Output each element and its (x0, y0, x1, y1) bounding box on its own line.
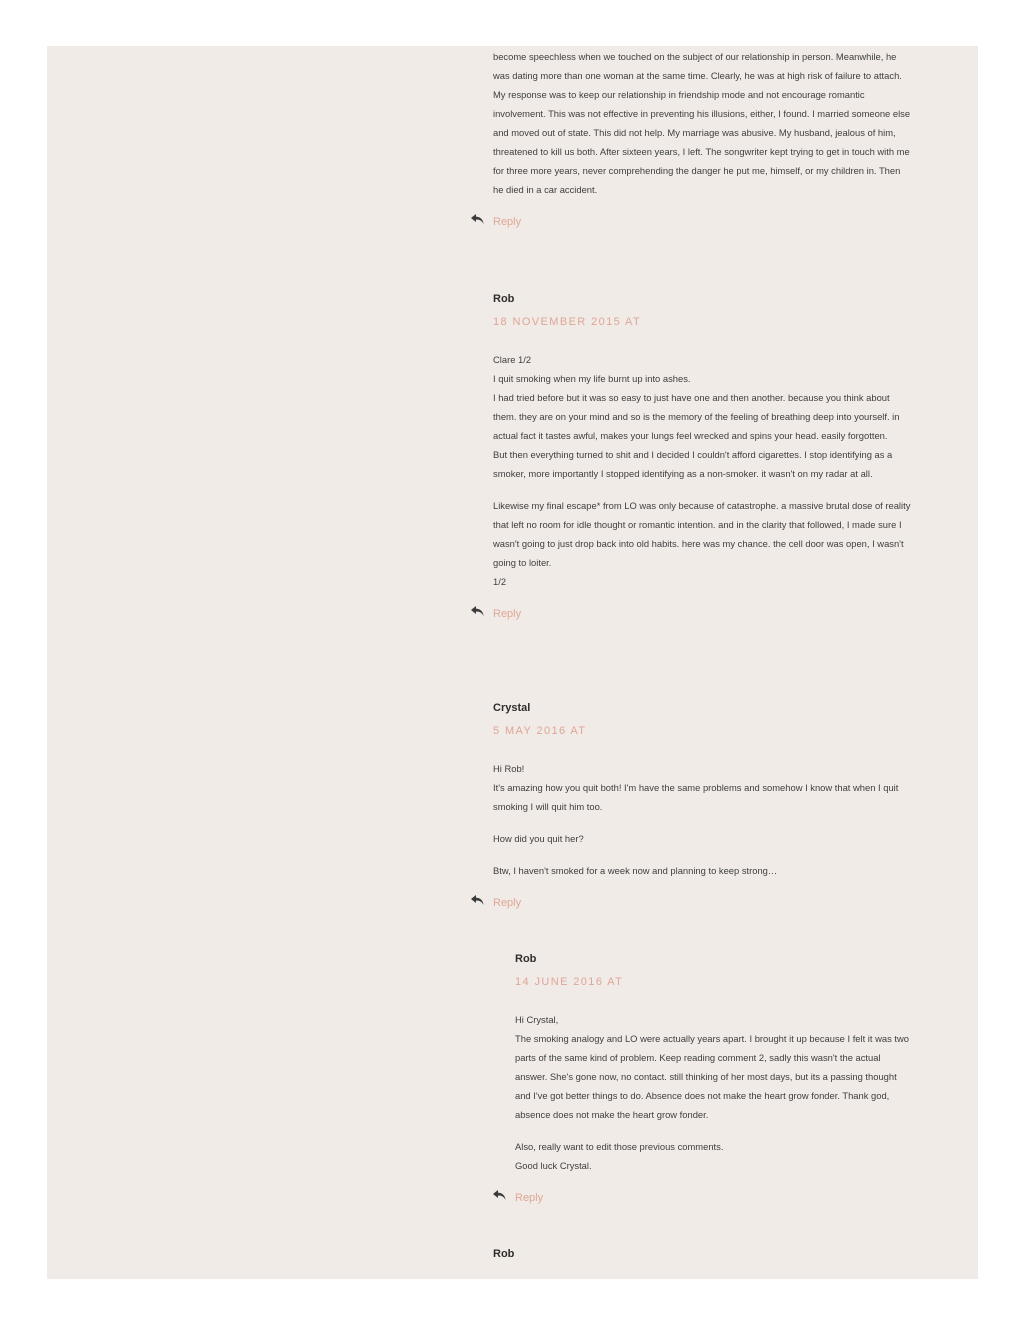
comment-body (493, 350, 913, 591)
comment-author: Rob (493, 1248, 515, 1260)
reply-row (493, 893, 913, 907)
comment-paragraph: Btw, I haven't smoked for a week now and planning to keep strong… (493, 865, 778, 876)
reply-arrow-icon[interactable] (471, 605, 484, 617)
reply-row (515, 1188, 913, 1202)
reply-arrow-icon[interactable] (471, 213, 484, 225)
comment (493, 701, 913, 907)
reply-link[interactable]: Reply (493, 608, 522, 620)
comment-paragraph: Hi Crystal, The smoking analogy and LO were actually years apart. I brought it up because I felt it was two parts of the same kind of problem. Keep reading comment 2, sadly this wasn't the actual answer. She's gone now, no contact. still thinking of her most days, but its a passing thought and I've got better things to do. Absence does not make the heart grow fonder. Thank god, absence does not make the heart grow fonder. (515, 1014, 909, 1120)
comment-author: Rob (493, 293, 515, 305)
comment-paragraph: Clare 1/2 I quit smoking when my life burnt up into ashes. I had tried before but it was so easy to just have one and then another. because you think about them. they are on your mind and so is the memory of the feeling of breathing deep into yourself. in actual fact it tastes awful, makes your lungs feel wrecked and spins your head. easily forgotten. But then everything turned to shit and I decided I couldn't afford cigarettes. I stop identifying as a smoker, more importantly I stopped identifying as a non-smoker. it wasn't on my radar at all. (493, 354, 900, 479)
comment (493, 292, 913, 618)
comment-paragraph: Likewise my final escape* from LO was only because of catastrophe. a massive brutal dose of reality that left no room for idle thought or romantic intention. and in the clarity that followed, I made sure I wasn't going to just drop back into old habits. here was my chance. the cell door was open, I wasn't going to loiter. 1/2 (493, 500, 911, 587)
reply-row (493, 212, 913, 226)
comment-paragraph: How did you quit her? (493, 833, 584, 844)
comment-date[interactable]: 18 NOVEMBER 2015 AT (493, 316, 642, 328)
reply-arrow-icon[interactable] (471, 894, 484, 906)
comment-paragraph: Hi Rob! It's amazing how you quit both! I'm have the same problems and somehow I know that when I quit smoking I will quit him too. (493, 763, 899, 812)
comments-panel (47, 46, 978, 1279)
comment-date[interactable]: 5 MAY 2016 AT (493, 725, 587, 737)
comment-author: Rob (515, 953, 537, 965)
reply-link[interactable]: Reply (493, 897, 522, 909)
comment-author: Crystal (493, 702, 531, 714)
reply-link[interactable]: Reply (493, 216, 522, 228)
comment-body (515, 1010, 913, 1175)
comment-date[interactable]: 14 JUNE 2016 AT (515, 976, 624, 988)
reply-link[interactable]: Reply (515, 1192, 544, 1204)
comment-body (493, 759, 913, 880)
comment-body-continued (493, 47, 913, 226)
comment-paragraph: become speechless when we touched on the subject of our relationship in person. Meanwhile, he was dating more than one woman at the same time. Clearly, he was at high risk of failure to attach. (493, 51, 902, 81)
comment (493, 1247, 913, 1261)
comment-paragraph: My response was to keep our relationship in friendship mode and not encourage romantic involvement. This was not effective in preventing his illusions, either, I found. I married someone else and moved out of state. This did not help. My marriage was abusive. My husband, jealous of him, threatened to kill us both. After sixteen years, I left. The songwriter kept trying to get in touch with me for three more years, never comprehending the danger he put me, himself, or my children in. Then he died in a car accident. (493, 89, 911, 195)
reply-row (493, 604, 913, 618)
comment-reply (515, 952, 913, 1202)
reply-arrow-icon[interactable] (493, 1189, 506, 1201)
comment-paragraph: Also, really want to edit those previous comments. Good luck Crystal. (515, 1141, 724, 1171)
